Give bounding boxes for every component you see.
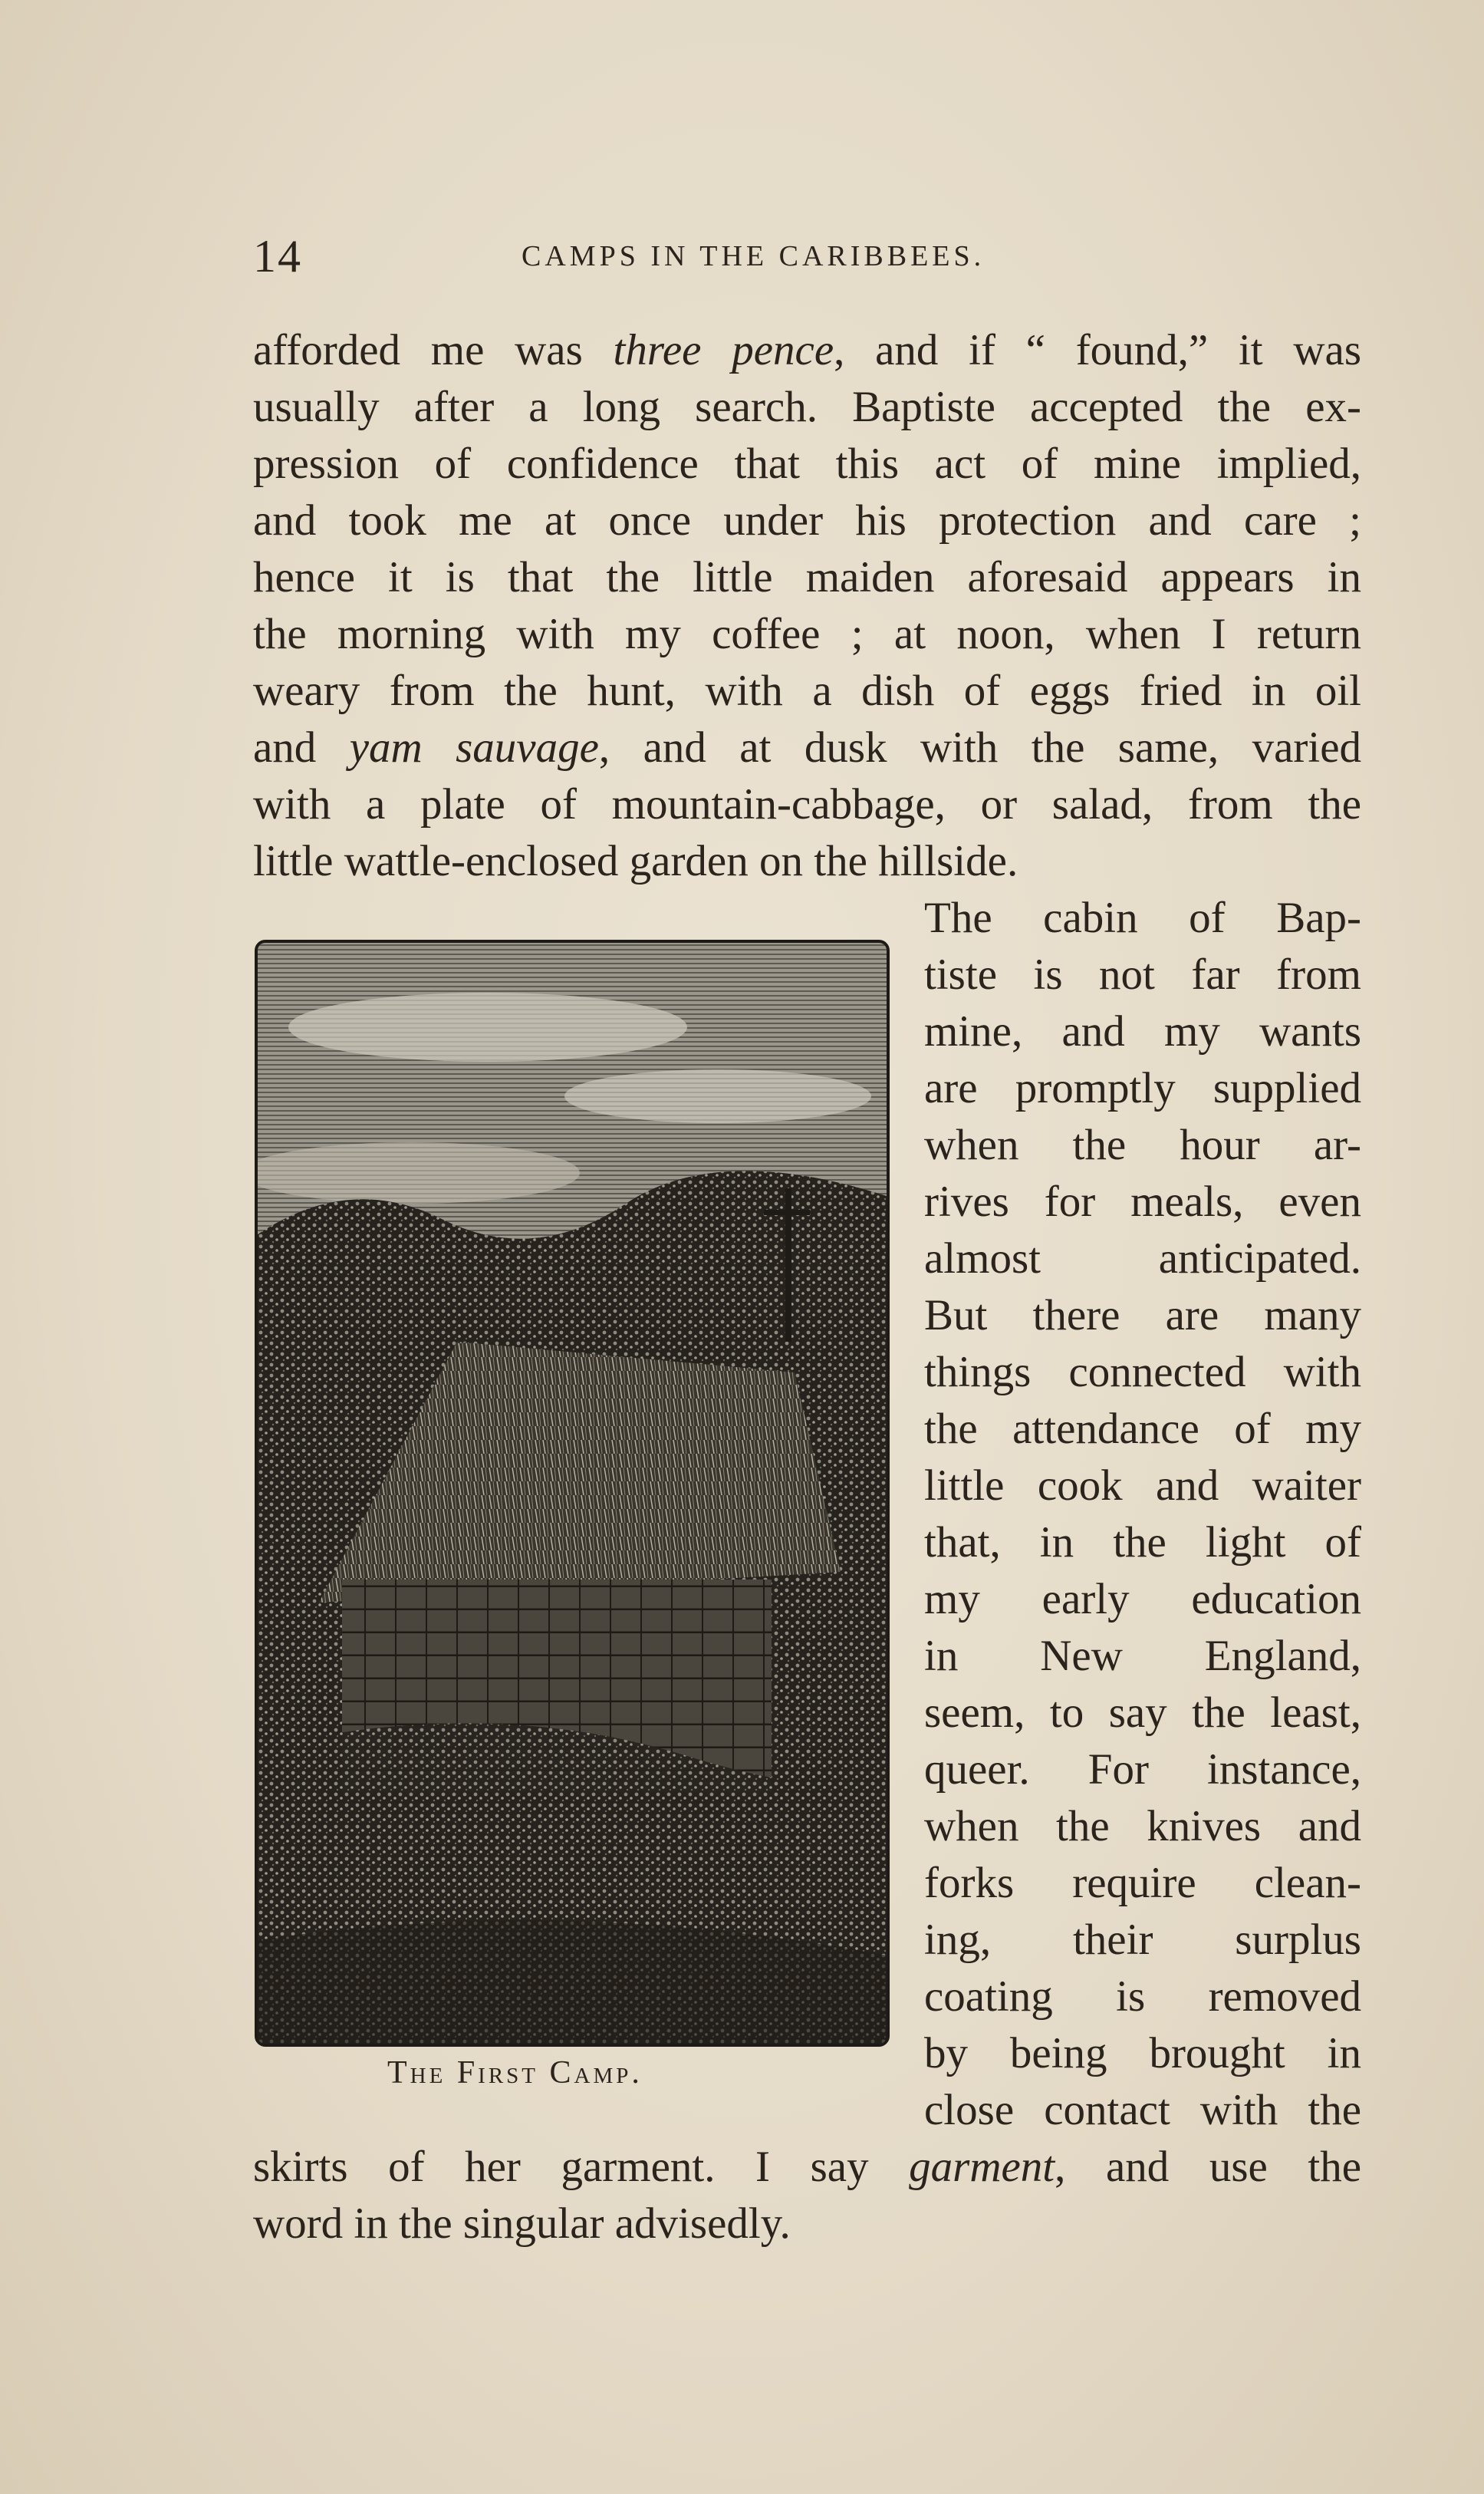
text-line: rives for meals, even (924, 1178, 1361, 1226)
text-span: , and use the (1055, 2143, 1362, 2191)
text-line: close contact with the (924, 2086, 1361, 2134)
italic-phrase: yam sauvage (349, 723, 599, 772)
figure-caption: The First Camp. (387, 2055, 643, 2090)
text-line: little wattle-enclosed garden on the hillside. (253, 837, 1018, 885)
text-line: in New England, (924, 1632, 1361, 1680)
text-line: when the hour ar- (924, 1121, 1361, 1169)
text-line: that, in the light of (924, 1518, 1361, 1567)
text-line: with a plate of mountain-cabbage, or salad, from the (253, 780, 1361, 829)
text-line (253, 322, 1361, 379)
italic-phrase: garment (909, 2143, 1055, 2191)
text-line: little cook and waiter (924, 1461, 1361, 1510)
text-line: and took me at once under his protection and care ; (253, 496, 1361, 545)
text-line: tiste is not far from (924, 950, 1361, 999)
thatched-cabin-engraving (258, 943, 887, 2044)
text-line: mine, and my wants (924, 1007, 1361, 1056)
engraving-illustration (255, 940, 890, 2047)
text-line: the morning with my coffee ; at noon, when I return (253, 610, 1361, 658)
text-line: when the knives and (924, 1802, 1361, 1850)
text-line: weary from the hunt, with a dish of eggs fried in oil (253, 667, 1361, 715)
text-line: hence it is that the little maiden aforesaid appears in (253, 553, 1361, 601)
running-head (253, 230, 1361, 292)
text-span: , and if “ found,” it was (834, 326, 1362, 374)
text-line: almost anticipated. (924, 1234, 1361, 1283)
text-line: the attendance of my (924, 1405, 1361, 1453)
text-line (253, 2139, 1361, 2196)
text-line: by being brought in (924, 2029, 1361, 2077)
text-line: pression of confidence that this act of mine implied, (253, 440, 1361, 488)
running-title: CAMPS IN THE CARIBBEES. (522, 240, 985, 272)
text-span: afforded me was (253, 326, 614, 374)
text-line: forks require clean- (924, 1859, 1361, 1907)
text-line: my early education (924, 1575, 1361, 1623)
text-line: usually after a long search. Baptiste accepted the ex- (253, 383, 1361, 431)
text-line: things connected with (924, 1348, 1361, 1396)
page-number: 14 (253, 231, 302, 282)
text-line: seem, to say the least, (924, 1688, 1361, 1737)
text-line (253, 720, 1361, 776)
text-line: But there are many (924, 1291, 1361, 1339)
text-span: skirts of her garment. I say (253, 2143, 910, 2191)
text-line: word in the singular advisedly. (253, 2199, 791, 2248)
text-span: and (253, 723, 350, 772)
text-line: queer. For instance, (924, 1745, 1361, 1794)
italic-phrase: three pence (613, 326, 834, 374)
text-line: coating is removed (924, 1972, 1361, 2021)
text-line: ing, their surplus (924, 1916, 1361, 1964)
text-line: The cabin of Bap- (924, 894, 1361, 942)
text-line: are promptly supplied (924, 1064, 1361, 1112)
text-span: , and at dusk with the same, varied (598, 723, 1361, 772)
